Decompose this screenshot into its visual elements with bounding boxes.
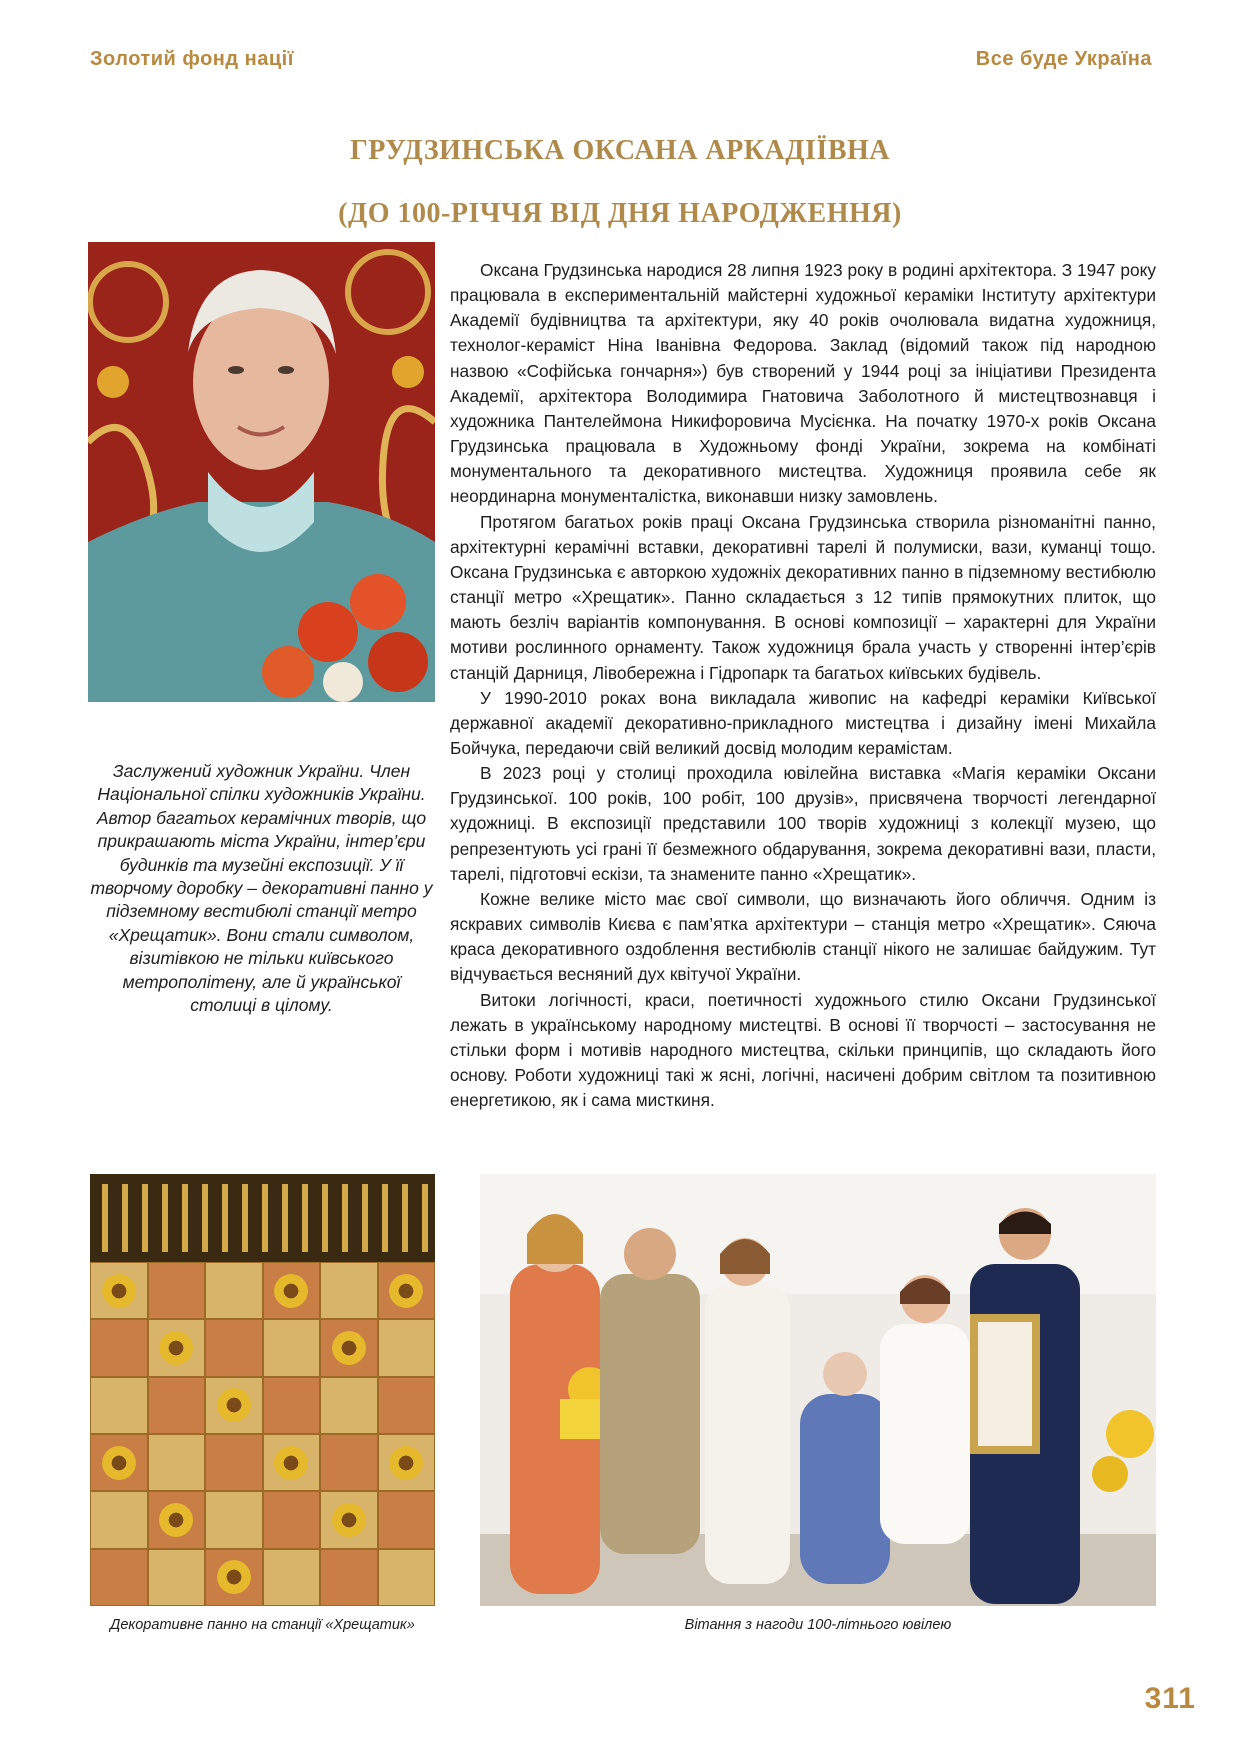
panel-tiles xyxy=(90,1262,435,1606)
body-paragraph: Витоки логічності, краси, поетичності художнього стилю Оксани Грудзинської лежать в українському народному мистецтві. В основі її творчості – застосування не стільки форм і мотивів народного мистецтва, скільки принципів, що складають його основу. Роботи художниці такі ж ясні, логічні, насичені добрим світлом та позитивною енергетикою, як і сама мисткиня. xyxy=(450,989,1156,1111)
event-illustration xyxy=(480,1174,1156,1606)
panel-caption: Декоративне панно на станції «Хрещатик» xyxy=(110,1617,415,1633)
body-paragraph: Кожне велике місто має свої символи, що визначають його обличчя. Одним із яскравих символів Києва є пам’ятка архітектури – станція метро «Хрещатик». Сяюча краса декоративного оздоблення вестибюлів станції нікого не залишає байдужим. Тут відчувається весняний дух квітучої України. xyxy=(450,888,1156,985)
event-caption: Вітання з нагоди 100-літнього ювілею xyxy=(684,1617,952,1633)
running-head-left: Золотий фонд нації xyxy=(90,48,294,70)
running-head-right: Все буде Україна xyxy=(975,48,1152,70)
portrait-illustration xyxy=(88,242,435,702)
event-photo xyxy=(480,1174,1156,1606)
body-paragraph: В 2023 році у столиці проходила ювілейна виставка «Магія кераміки Оксани Грудзинської. 100 років, 100 робіт, 100 друзів», присвячена творчості легендарної художниці. В експозиції представили 100 творів художниці з колекції музею, що репрезентують усі грані її безмежного обдарування, зокрема декоративні вази, пласти, тарелі, підготовчі ескізи, та знамените панно «Хрещатик». xyxy=(450,763,1156,884)
panel-photo xyxy=(90,1174,435,1606)
portrait-caption: Заслужений художник України. Член Національної спілки художників України. Автор багатьох керамічних творів, що прикрашають міста України, інтер’єри будинків та музейні експозиції. У її творчому доробку – декоративні панно у підземному вестибюлі станції метро «Хрещатик». Вони стали символом, візитівкою не тільки київського метрополітену, але й української столиці в цілому. xyxy=(90,761,433,1016)
body-paragraph: Оксана Грудзинська народися 28 липня 1923 року в родині архітектора. З 1947 року працювала в експериментальній майстерні художньої кераміки Інституту архітектури Академії будівництва та архітектури, яку 40 років очолювала видатна художниця, технолог-кераміст Ніна Іванівна Федорова. Заклад (відомий також під народною назвою «Софійська гончарня») був створений у 1944 році за ініціативи Президента Академії, архітектора Володимира Гнатовича Заболотного й мистецтвознавця і художника Пантелеймона Никифоровича Мусієнка. На початку 1970-х років Оксана Грудзинська працювала в Художньому фонді України, зокрема на комбінаті монументального та декоративного мистецтва. Художниця проявила себе як неординарна монументалістка, виконавши низку замовлень. xyxy=(450,260,1156,507)
article-body xyxy=(450,258,1156,1113)
panel-grille xyxy=(90,1174,435,1262)
body-paragraph: Протягом багатьох років праці Оксана Грудзинська створила різноманітні панно, архітектурні керамічні вставки, декоративні тарелі й полумиски, вази, куманці тощо. Оксана Грудзинська є авторкою художніх декоративних панно в підземному вестибюлю станції метро «Хрещатик». Панно складається з 12 типів прямокутних плиток, що мають безліч варіантів компонування. В основі композиції – характерні для України мотиви рослинного орнаменту. Також художниця брала участь у створенні інтер’єрів станцій Дарниця, Лівобережна і Гідропарк та багатьох київських будівель. xyxy=(450,511,1156,683)
article-title: ГРУДЗИНСЬКА ОКСАНА АРКАДІЇВНА xyxy=(349,135,890,166)
body-paragraph: У 1990-2010 роках вона викладала живопис на кафедрі кераміки Київської державної академії декоративно-прикладного мистецтва і дизайну імені Михайла Бойчука, передаючи свій великий досвід молодим керамістам. xyxy=(450,687,1156,758)
portrait-photo xyxy=(88,242,435,702)
article-subtitle: (ДО 100-РІЧЧЯ ВІД ДНЯ НАРОДЖЕННЯ) xyxy=(338,198,902,229)
page-number: 311 xyxy=(1144,1682,1196,1715)
